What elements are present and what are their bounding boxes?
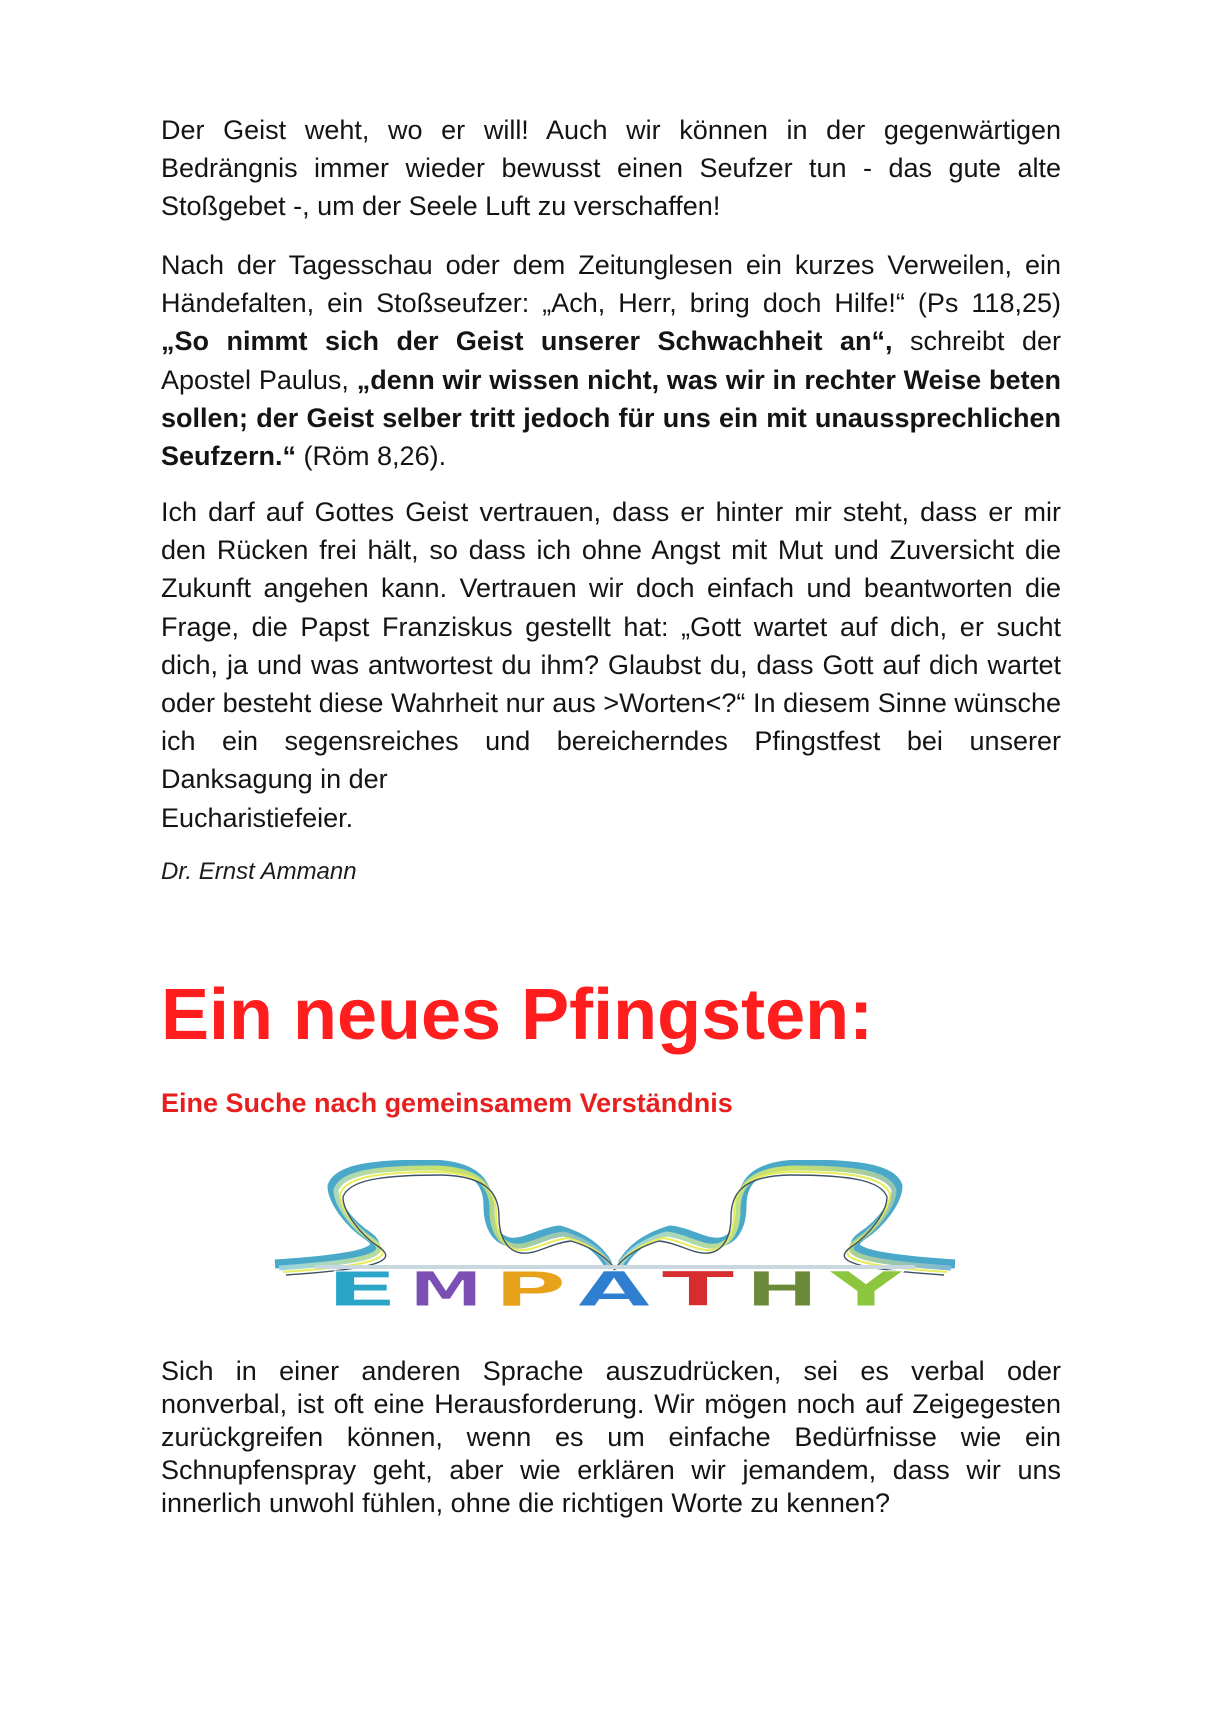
empathy-letter: A [577,1262,651,1312]
section-subtitle: Eine Suche nach gemeinsamem Verständnis [161,1088,733,1118]
paragraph-language: Sich in einer anderen Sprache auszudrücken, sei es verbal oder nonverbal, ist oft eine Herausforderung. Wir mögen noch auf Zeigegesten zurückgreifen können, wenn es um einfache Bedürfnisse wie ein Schnupfenspray geht, aber wie erklären wir jemandem, dass wir uns innerlich unwohl fühlen, ohne die richtigen Worte zu kennen? [161,1356,1061,1518]
empathy-letter: H [745,1262,819,1312]
empathy-letter: E [325,1262,399,1312]
section-title: Ein neues Pfingsten: [161,975,874,1055]
author-signature: Dr. Ernst Ammann [161,858,357,885]
empathy-letter: T [661,1262,736,1312]
empathy-word [325,1262,906,1312]
paragraph-trust-last-line: Eucharistiefeier. [161,802,354,833]
scripture-reference: (Röm 8,26). [296,441,447,472]
empathy-letter: P [493,1262,567,1312]
paragraph-intro: Der Geist weht, wo er will! Auch wir können in der gegenwärtigen Bedrängnis immer wieder bewusst einen Seufzer tun - das gute alte Stoßgebet -, um der Seele Luft zu verschaffen! [161,115,1061,222]
empathy-letter: Y [826,1262,906,1312]
right-head-outline [611,1164,955,1275]
paragraph-scripture-text-1: Nach der Tagesschau oder dem Zeitunglesen ein kurzes Verweilen, ein Händefalten, ein Stoßseufzer: „Ach, Herr, bring doch Hilfe!“ (Ps 118,25) [161,250,1061,319]
empathy-illustration [270,1160,960,1312]
paragraph-trust-body: Ich darf auf Gottes Geist vertrauen, dass er hinter mir steht, dass er mir den Rücken frei hält, so dass ich ohne Angst mit Mut und Zuversicht die Zukunft angehen kann. Vertrauen wir doch einfach und beantworten die Frage, die Papst Franziskus gestellt hat: „Gott wartet auf dich, er sucht dich, ja und was antwortest du ihm? Glaubst du, dass Gott auf dich wartet oder besteht diese Wahrheit nur aus >Worten<?“ In diesem Sinne wünsche ich ein segensreiches und bereicherndes Pfingstfest bei unserer Danksagung in der [161,497,1061,795]
paragraph-trust [161,493,1061,837]
left-head-outline [275,1164,619,1275]
paragraph-scripture [161,246,1061,475]
empathy-letter: M [409,1262,483,1312]
scripture-quote-bold-2: „denn wir wissen nicht, was wir in rechter Weise beten sollen; der Geist selber tritt jedoch für uns ein mit unaussprechlichen Seufzern.“ [161,364,1061,472]
paragraph-scripture-text-2: schreibt der Apostel Paulus, [161,326,1061,395]
scripture-quote-bold-1: „So nimmt sich der Geist unserer Schwachheit an“, [161,326,893,357]
